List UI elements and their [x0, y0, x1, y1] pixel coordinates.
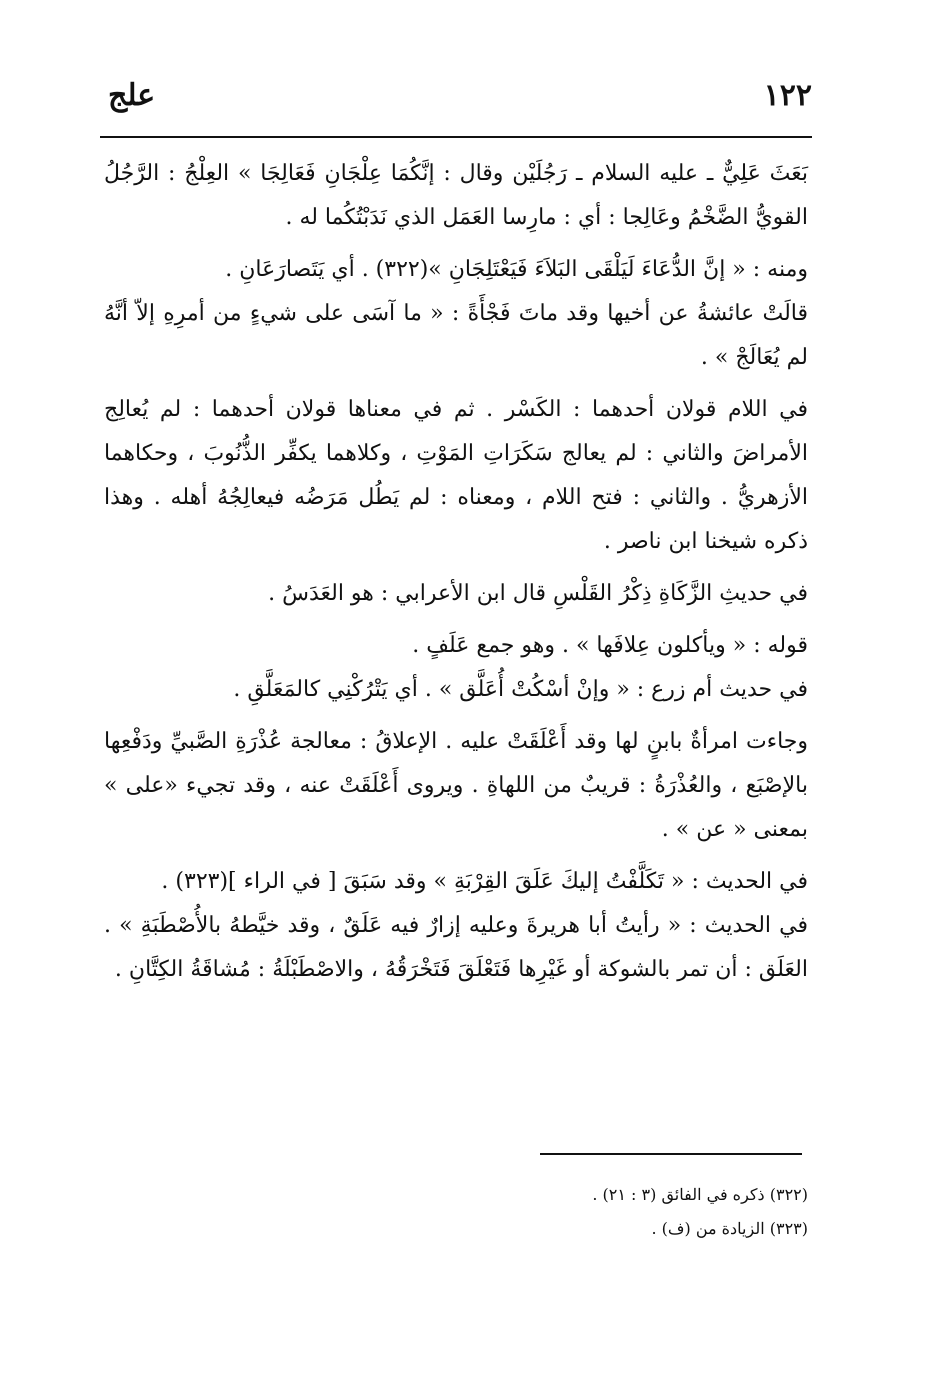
running-head: علج [108, 78, 156, 113]
footnote-rule [540, 1153, 802, 1155]
footnotes [104, 1178, 808, 1246]
paragraph-5: في حديثِ الزَّكَاةِ ذِكْرُ القَلْسِ قال ابن الأعرابي : هو العَدَسُ . [268, 581, 808, 606]
page-header [100, 74, 812, 130]
footnote-322: (٣٢٢) ذكره في الفائق (٣ : ٢١) . [592, 1185, 808, 1204]
paragraph-6: قوله : « ويأكلون عِلافَها » . وهو جمع عَلَفٍ . [412, 633, 808, 658]
header-rule [100, 136, 812, 138]
footnote-323: (٣٢٣) الزيادة من (ف) . [651, 1219, 808, 1238]
paragraph-3: قالَتْ عائشةُ عن أخيها وقد ماتَ فَجْأَةً : « ما آسَى على شيءٍ من أمرِهِ إلاّ أنَّهُ لم يُعَالَجْ » . [104, 301, 808, 370]
paragraph-10: في الحديث : « رأيتُ أبا هريرةَ وعليه إزارٌ فيه عَلَقٌ ، وقد خيَّطهُ بالأُصْطَبَةِ » . العَلَق : أن تمر بالشوكة أو غَيْرِها فَتَعْلَقَ فَتَخْرَقُهُ ، والاصْطَبْلَةُ : مُشاقَةُ الكِتَّانِ . [104, 913, 808, 982]
paragraph-8: وجاءت امرأةٌ بابنٍ لها وقد أَعْلَقَتْ عليه . الإعلاقُ : معالجة عُذْرَةِ الصَّبيِّ ودَفْعِها بالإصْبَع ، والعُذْرَةُ : قريبٌ من اللهاةِ . ويروى أَعْلَقَتْ عنه ، وقد تجيء «على » بمعنى « عن » . [104, 729, 808, 842]
paragraph-9: في الحديث : « تَكَلَّفْتُ إليكَ عَلَقَ القِرْبَةِ » وقد سَبَقَ [ في الراء ](٣٢٣) . [161, 869, 808, 894]
body-text [104, 152, 808, 992]
page-number: ١٢٢ [763, 78, 812, 113]
paragraph-2: ومنه : « إنَّ الدُّعَاءَ لَيَلْقَى البَلاَءَ فَيَعْتَلِجَانِ »(٣٢٢) . أي يَتَصارَعَانِ . [225, 257, 808, 282]
paragraph-4: في اللام قولان أحدهما : الكَسْر . ثم في معناها قولان أحدهما : لم يُعالِج الأمراضَ والثاني : لم يعالج سَكَرَاتِ المَوْتِ ، وكلاهما يكفِّر الذُّنُوبَ ، وحكاهما الأزهريُّ . والثاني : فتح اللام ، ومعناه : لم يَطُل مَرَضُه فيعالِجُهُ أهله . وهذا ذكره شيخنا ابن ناصر . [104, 397, 808, 554]
paragraph-7: في حديث أم زرع : « وإنْ أسْكُتْ أُعَلَّق » . أي يَتْرُكْنِي كالمَعَلَّقِ . [233, 677, 808, 702]
paragraph-1: بَعَثَ عَلِيٌّ ـ عليه السلام ـ رَجُلَيْن وقال : إنَّكُمَا عِلْجَانِ فَعَالِجَا » العِلْجُ : الرَّجُلُ القويُّ الضَّخْمُ وعَالِجا : أي : مارِسا العَمَل الذي نَدَبْتُكُما له . [104, 161, 808, 230]
